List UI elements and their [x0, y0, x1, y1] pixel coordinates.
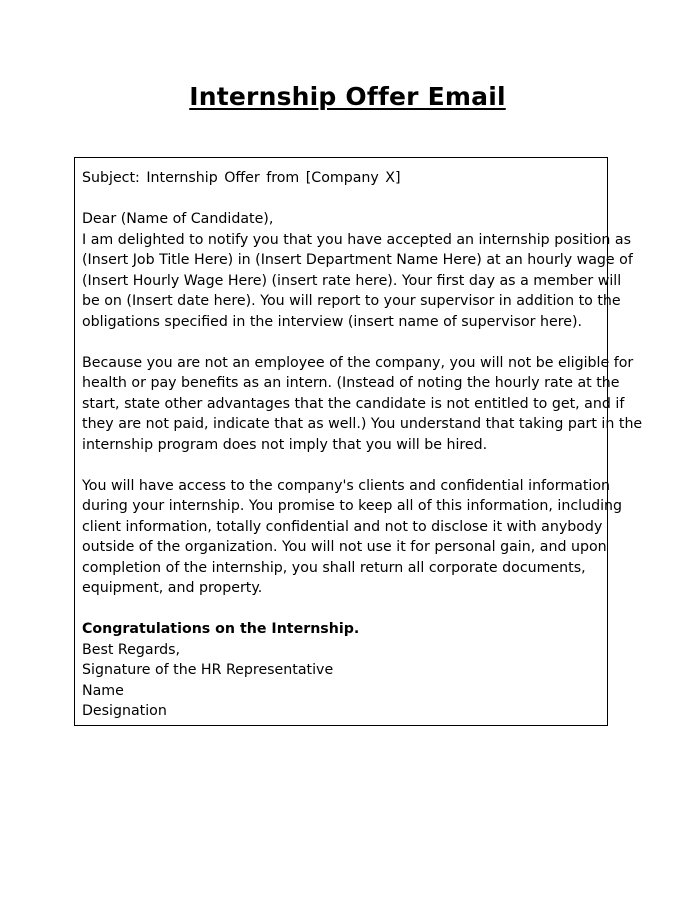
email-greeting: Dear (Name of Candidate), [82, 211, 274, 227]
paragraph-confidentiality [82, 476, 623, 599]
spacer [82, 332, 597, 353]
name-line: Name [82, 682, 124, 699]
spacer [82, 189, 597, 210]
closing-line: Best Regards, [82, 641, 181, 658]
paragraph-line: they are not paid, indicate that as well.) You understand that taking part in the [82, 416, 643, 432]
paragraph-line: equipment, and property. [82, 580, 263, 596]
paragraph-line: outside of the organization. You will not use it for personal gain, and upon [82, 539, 607, 555]
designation-line: Designation [82, 703, 167, 719]
paragraph-line: (Insert Job Title Here) in (Insert Department Name Here) at an hourly wage of [82, 252, 633, 268]
spacer [82, 599, 597, 620]
signature-line: Signature of the HR Representative [82, 662, 334, 678]
email-body-box [74, 157, 643, 726]
page-title: Internship Offer Email [189, 82, 506, 111]
paragraph-line: (Insert Hourly Wage Here) (insert rate here). Your first day as a member will [82, 272, 622, 289]
paragraph-line: health or pay benefits as an intern. (Instead of noting the hourly rate at the [82, 375, 620, 391]
email-subject: Subject: Internship Offer from [Company X] [82, 170, 401, 186]
spacer [82, 455, 597, 476]
paragraph-line: Because you are not an employee of the company, you will not be eligible for [82, 354, 634, 371]
paragraph-line: obligations specified in the interview (insert name of supervisor here). [82, 313, 583, 330]
paragraph-line: be on (Insert date here). You will report to your supervisor in addition to the [82, 293, 621, 309]
paragraph-benefits [82, 353, 643, 456]
paragraph-line: during your internship. You promise to keep all of this information, including [82, 498, 623, 514]
paragraph-line: I am delighted to notify you that you have accepted an internship position as [82, 231, 631, 248]
paragraph-line: completion of the internship, you shall return all corporate documents, [82, 559, 586, 576]
paragraph-line: start, state other advantages that the candidate is not entitled to get, and if [82, 395, 625, 412]
paragraph-line: client information, totally confidential and not to disclose it with anybody [82, 518, 603, 535]
paragraph-appointment [82, 230, 633, 333]
paragraph-line: You will have access to the company's clients and confidential information [82, 477, 611, 494]
congratulations-line: Congratulations on the Internship. [82, 621, 360, 637]
paragraph-line: internship program does not imply that you will be hired. [82, 436, 488, 453]
